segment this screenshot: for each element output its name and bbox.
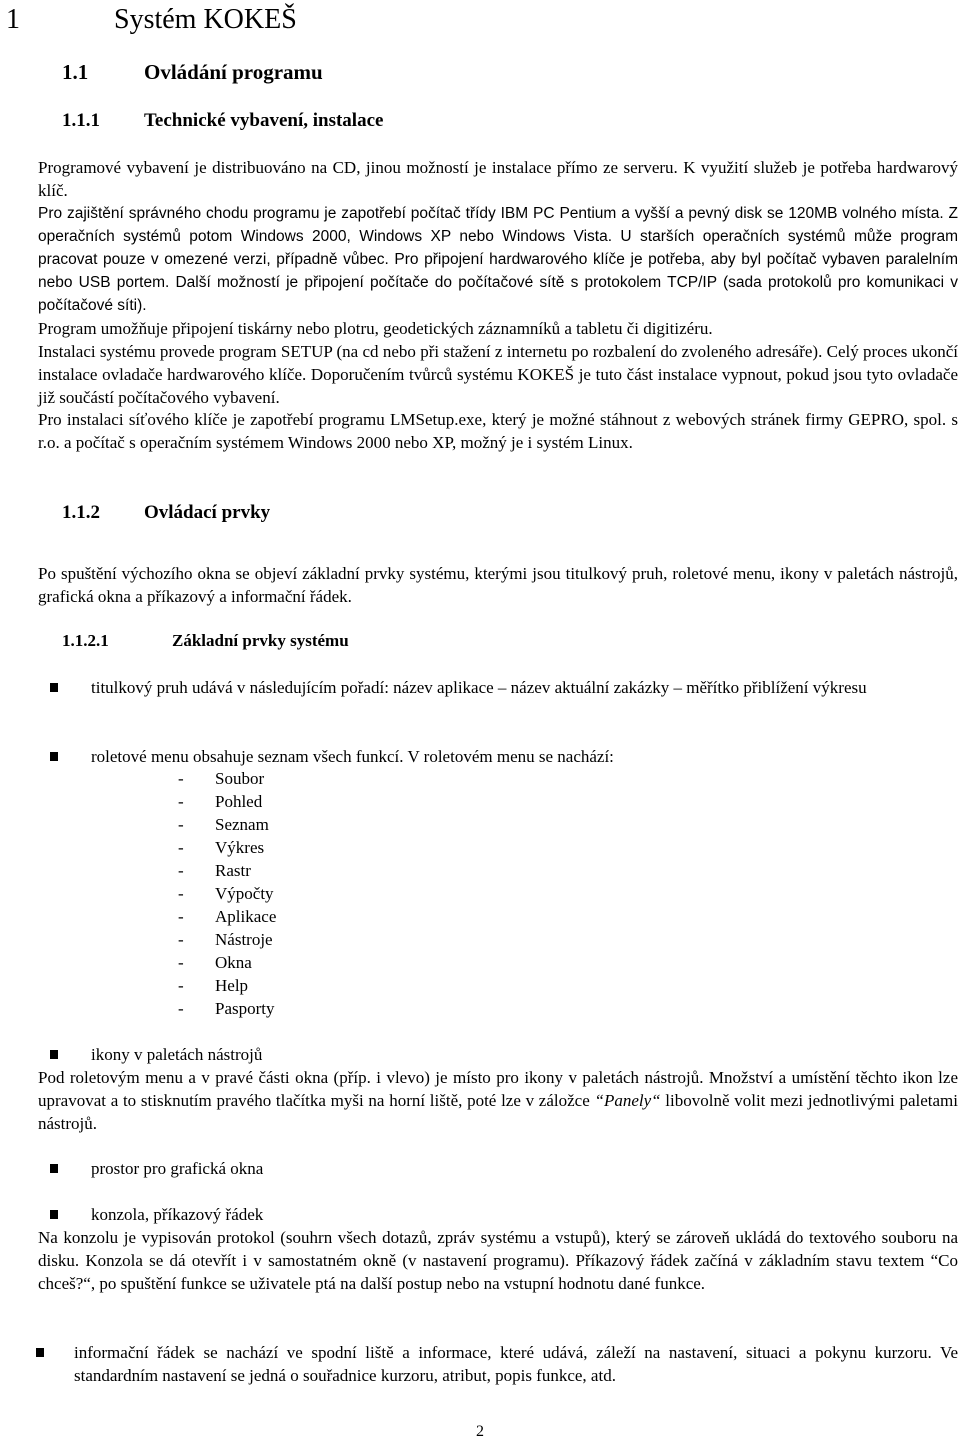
section-title: Ovládání programu bbox=[144, 60, 323, 84]
chapter-number: 1 bbox=[6, 4, 20, 35]
bullet-text: ikony v paletách nástrojů bbox=[91, 1045, 263, 1064]
subsubsection-title: Základní prvky systému bbox=[172, 631, 349, 650]
list-item: - Výpočty bbox=[178, 884, 274, 903]
bullet-marker bbox=[36, 1348, 44, 1357]
controls-intro-paragraph: Po spuštění výchozího okna se objeví základní prvky systému, kterými jsou titulkový pruh, roletové menu, ikony v paletách nástrojů, grafická okna a příkazový a informační řádek. bbox=[38, 564, 958, 606]
icons-description-paragraph: Pod roletovým menu a v pravé části okna (příp. i vlevo) je místo pro ikony v paletách nástrojů. Množství a umístění těchto ikon lze upravovat a to stisknutím pravého tlačítka myši na horní liště, poté lze v záložce “Panely“ libovolně volit mezi jednotlivými paletami nástrojů. bbox=[38, 1068, 958, 1133]
list-item: - Nástroje bbox=[178, 930, 273, 949]
section-number: 1.1 bbox=[62, 60, 89, 84]
bullet-title-bar bbox=[50, 676, 958, 722]
section-heading bbox=[62, 58, 323, 86]
subsection-number: 1.1.1 bbox=[62, 110, 100, 131]
install-paragraph-2: Pro zajištění správného chodu programu je zapotřebí počítač třídy IBM PC Pentium a vyšší a pevný disk se 120MB volného místa. Z operačních systémů potom Windows 2000, Windows XP nebo Windows Vista. U starších operačních systémů může program pracovat pouze v omezené verzi, případně vůbec. Pro připojení hardwarového klíče je potřeba, aby byl počítač vybaven paralelním nebo USB portem. Další možností je připojení počítače do počítačové sítě s protokolem TCP/IP (sada protokolů pro komunikaci v počítačové síti). bbox=[38, 205, 958, 314]
install-paragraph-3: Program umožňuje připojení tiskárny nebo plotru, geodetických záznamníků a tabletu či digitizéru. bbox=[38, 319, 713, 338]
bullet-text: titulkový pruh udává v následujícím pořadí: název aplikace – název aktuální zakázky – měřítko přiblížení výkresu bbox=[91, 678, 867, 697]
chapter-title: Systém KOKEŠ bbox=[114, 4, 297, 35]
bullet-text: konzola, příkazový řádek bbox=[91, 1205, 264, 1224]
install-paragraph-5: Pro instalaci síťového klíče je zapotřebí programu LMSetup.exe, který je možné stáhnout z webových stránek firmy GEPRO, spol. s r.o. a počítač s operačním systémem Windows 2000 nebo XP, možný je i systém Linux. bbox=[38, 410, 958, 452]
page-number: 2 bbox=[476, 1423, 484, 1440]
install-paragraph-1: Programové vybavení je distribuováno na CD, jinou možností je instalace přímo ze serveru. K využití služeb je potřeba hardwarový klíč. bbox=[38, 158, 958, 200]
list-item: - Výkres bbox=[178, 838, 265, 857]
bullet-text: prostor pro grafická okna bbox=[91, 1159, 264, 1178]
list-item: - Pasporty bbox=[178, 999, 275, 1018]
chapter-heading bbox=[6, 2, 297, 38]
bullet-graphics bbox=[50, 1157, 958, 1180]
subsection-heading-controls bbox=[62, 500, 270, 526]
subsection-number: 1.1.2 bbox=[62, 502, 100, 523]
list-item: - Pohled bbox=[178, 792, 263, 811]
bullet-marker bbox=[50, 1210, 58, 1219]
bullet-marker bbox=[50, 752, 58, 761]
console-description-paragraph: Na konzolu je vypisován protokol (souhrn všech dotazů, zpráv systému a vstupů), který se zároveň ukládá do textového souboru na disku. Konzola se dá otevřít i v samostatném okně (v nastavení programu). Příkazový řádek začíná v základním stavu textem “Co chceš?“, po spuštění funkce se uživatele ptá na další postup nebo na vstupní hodnotu dané funkce. bbox=[38, 1228, 958, 1293]
install-paragraph-4: Instalaci systému provede program SETUP (na cd nebo při stažení z internetu po rozbalení do zvoleného adresáře). Celý proces ukončí instalace ovladače hardwarového klíče. Doporučením tvůrců systému KOKEŠ je tuto část instalace vypnout, pokud jsou tyto ovladače již součástí počítačového vybavení. bbox=[38, 342, 958, 407]
bullet-marker bbox=[50, 1050, 58, 1059]
subsubsection-number: 1.1.2.1 bbox=[62, 631, 109, 650]
bullet-info-line bbox=[36, 1341, 958, 1387]
menu-items-list bbox=[178, 767, 276, 1020]
list-item: - Rastr bbox=[178, 861, 251, 880]
bullet-text: informační řádek se nachází ve spodní liště a informace, které udává, záleží na nastavení, situaci a pokynu kurzoru. Ve standardním nastavení se jedná o souřadnice kurzoru, atribut, popis funkce, atd. bbox=[74, 1343, 958, 1385]
subsection-title: Technické vybavení, instalace bbox=[144, 110, 384, 131]
bullet-text: roletové menu obsahuje seznam všech funkcí. V roletovém menu se nachází: bbox=[91, 747, 614, 766]
subsection-heading-install bbox=[62, 108, 383, 134]
bullet-console bbox=[50, 1203, 958, 1226]
bullet-menu bbox=[50, 745, 958, 768]
list-item: - Aplikace bbox=[178, 907, 277, 926]
bullet-marker bbox=[50, 1164, 58, 1173]
list-item: - Seznam bbox=[178, 815, 269, 834]
subsubsection-heading bbox=[62, 629, 349, 653]
list-item: - Okna bbox=[178, 953, 252, 972]
subsection-title: Ovládací prvky bbox=[144, 502, 271, 523]
bullet-marker bbox=[50, 683, 58, 692]
list-item: - Soubor bbox=[178, 769, 265, 788]
list-item: - Help bbox=[178, 976, 249, 995]
bullet-icons bbox=[50, 1043, 958, 1066]
